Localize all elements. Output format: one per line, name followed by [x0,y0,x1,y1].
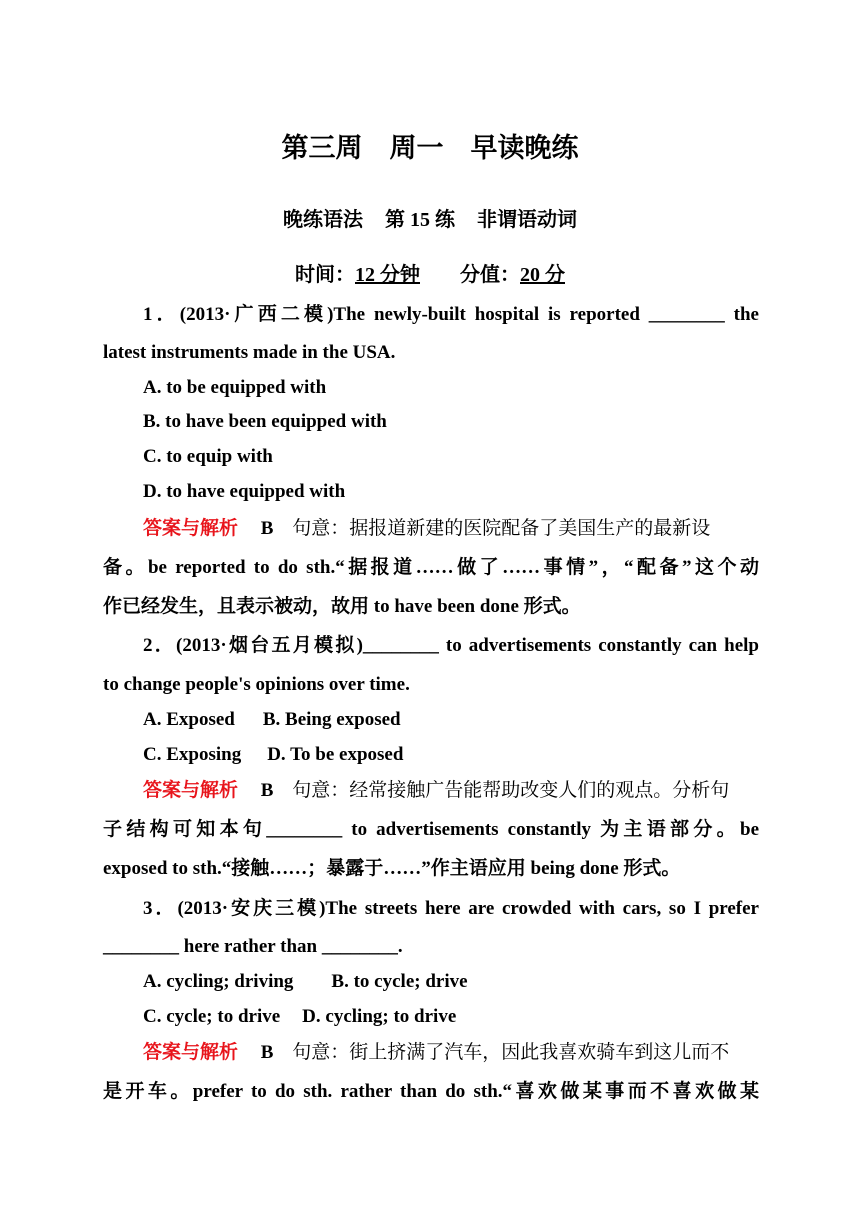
question-2-answer [143,778,729,803]
page-title: 第三周 周一 早读晚练 [281,133,579,163]
question-3-options-row1 [143,970,468,994]
question-3-option-b: B. to cycle; drive [331,971,468,992]
question-3-stem-line2: ________ here rather than ________. [103,936,403,957]
exercise-meta [0,263,860,287]
question-2-option-b: B. Being exposed [262,709,401,730]
explanation-line1: 句意：街上挤满了汽车，因此我喜欢骑车到这儿而不 [292,1041,730,1063]
score-label: 分值： [460,264,520,286]
question-1-option-d: D. to have equipped with [143,481,346,502]
question-2-options-row2 [143,743,403,767]
question-2-stem-line2: to change people's opinions over time. [103,674,410,695]
subtitle-number: 第 15 练 [385,209,455,231]
answer-choice: B [260,518,274,539]
subtitle-topic: 晚练语法 [283,209,363,231]
question-2-options-row1 [143,708,401,732]
question-1-option-a: A. to be equipped with [143,377,327,398]
answer-label: 答案与解析 [143,780,239,801]
question-3-options-row2 [143,1005,456,1029]
question-1-explanation-line2: 备。be reported to do sth.“据报道……做了……事情”，“配备”这个动 [103,557,759,578]
question-3-option-a: A. cycling; driving [143,971,294,992]
score-value: 20 分 [520,264,565,286]
question-2-explanation-line2: 子结构可知本句________ to advertisements constantly 为主语部分。be [103,819,759,840]
time-value: 12 分钟 [355,264,420,286]
question-2-option-d: D. To be exposed [267,744,404,765]
answer-label: 答案与解析 [143,1042,239,1063]
question-2-option-c: C. Exposing [143,744,242,765]
section-subtitle [0,208,860,232]
question-2-stem-line1: 2．(2013·烟台五月模拟)________ to advertisements constantly can help [143,635,759,656]
question-2-option-a: A. Exposed [143,709,235,730]
question-1-option-b: B. to have been equipped with [143,411,387,432]
answer-choice: B [260,780,274,801]
answer-label: 答案与解析 [143,518,239,539]
question-1-option-c: C. to equip with [143,446,273,467]
explanation-line1: 句意：据报道新建的医院配备了美国生产的最新设 [292,517,711,539]
question-3-option-d: D. cycling; to drive [302,1006,457,1027]
question-1-stem-line2: latest instruments made in the USA. [103,342,396,363]
question-1-explanation-line3: 作已经发生，且表示被动，故用 to have been done 形式。 [103,596,581,617]
question-1-stem-line1: 1．(2013·广西二模)The newly-built hospital is reported ________ the [143,304,759,325]
question-3-option-c: C. cycle; to drive [143,1006,281,1027]
question-1-answer [143,516,710,541]
question-3-stem-line1: 3．(2013·安庆三模)The streets here are crowded with cars, so I prefer [143,898,759,919]
question-3-answer [143,1040,729,1065]
question-3-explanation-line2: 是开车。prefer to do sth. rather than do sth.“喜欢做某事而不喜欢做某 [103,1081,759,1102]
question-2-explanation-line3: exposed to sth.“接触……；暴露于……”作主语应用 being done 形式。 [103,858,681,879]
answer-choice: B [260,1042,274,1063]
explanation-line1: 句意：经常接触广告能帮助改变人们的观点。分析句 [292,779,730,801]
subtitle-grammar: 非谓语动词 [477,209,577,231]
time-label: 时间： [295,264,355,286]
